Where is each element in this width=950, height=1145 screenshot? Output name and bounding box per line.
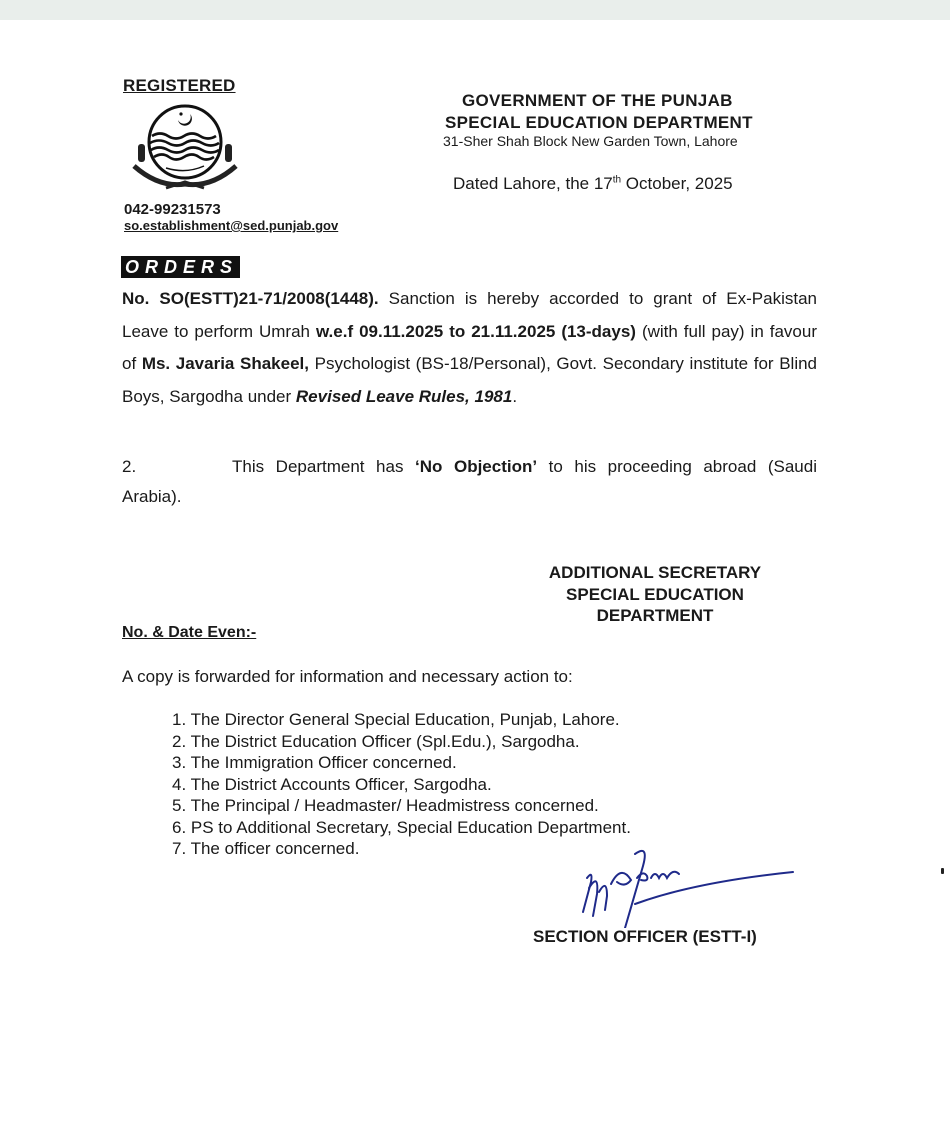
additional-secretary-signature-block — [520, 562, 790, 627]
dated-suffix: October, 2025 — [621, 174, 733, 193]
top-border-strip — [0, 0, 950, 20]
orders-badge: ORDERS — [121, 256, 240, 278]
recipient-item: 3. The Immigration Officer concerned. — [172, 753, 457, 772]
recipient-item: 4. The District Accounts Officer, Sargodha. — [172, 774, 492, 794]
no-date-even-heading: No. & Date Even:- — [122, 624, 257, 641]
para1-text-4: . — [512, 386, 518, 406]
handwritten-signature-icon — [565, 848, 795, 928]
registered-label: REGISTERED — [123, 76, 236, 95]
department-address: 31-Sher Shah Block New Garden Town, Lahore — [443, 133, 738, 149]
section-officer-title: SECTION OFFICER (ESTT-I) — [533, 927, 757, 946]
para2-text-2: to his proceeding abroad (Saudi Arabia). — [122, 457, 817, 506]
no-objection-emphasis: ‘No Objection’ — [415, 457, 538, 476]
recipient-item: 5. The Principal / Headmaster/ Headmistress concerned. — [172, 796, 599, 815]
dated-prefix: Dated Lahore, the 17 — [453, 174, 613, 193]
order-paragraph-2 — [122, 452, 817, 512]
signatory-line-3: DEPARTMENT — [596, 606, 714, 625]
email-link[interactable]: so.establishment@sed.punjab.gov — [124, 218, 339, 233]
department-title: SPECIAL EDUCATION DEPARTMENT — [445, 113, 753, 132]
para2-text-1: This Department has — [232, 457, 416, 476]
order-reference-number: No. SO(ESTT)21-71/2008(1448). — [122, 289, 379, 308]
dated-line — [453, 174, 733, 194]
para1-text-2: (with full pay) in favour of — [122, 321, 817, 373]
para1-text-3: Psychologist (BS-18/Personal), Govt. Secondary institute for Blind Boys, Sargodha under — [122, 354, 818, 406]
stray-mark — [941, 868, 944, 874]
signatory-line-1: ADDITIONAL SECRETARY — [548, 563, 762, 582]
signatory-line-2: SPECIAL EDUCATION — [566, 584, 744, 604]
paragraph-number: 2. — [122, 457, 137, 476]
recipient-list — [172, 709, 631, 860]
leave-dates: w.e.f 09.11.2025 to 21.11.2025 (13-days) — [315, 321, 636, 341]
recipient-item: 1. The Director General Special Education, Punjab, Lahore. — [172, 710, 620, 729]
recipient-item: 2. The District Education Officer (Spl.Edu.), Sargodha. — [172, 731, 580, 751]
para1-text-1: Sanction is hereby accorded to grant of Ex-Pakistan Leave to perform Umrah — [122, 289, 817, 341]
punjab-emblem-icon — [126, 102, 244, 196]
employee-name: Ms. Javaria Shakeel, — [141, 354, 309, 373]
government-title: GOVERNMENT OF THE PUNJAB — [462, 91, 733, 110]
phone-number: 042-99231573 — [124, 201, 221, 218]
order-paragraph-1 — [122, 283, 817, 413]
recipient-item: 6. PS to Additional Secretary, Special Education Department. — [172, 817, 631, 837]
leave-rules: Revised Leave Rules, 1981 — [295, 386, 513, 406]
recipient-item: 7. The officer concerned. — [172, 839, 360, 858]
dated-superscript: th — [612, 174, 622, 186]
copy-forwarded-intro: A copy is forwarded for information and necessary action to: — [122, 667, 573, 686]
